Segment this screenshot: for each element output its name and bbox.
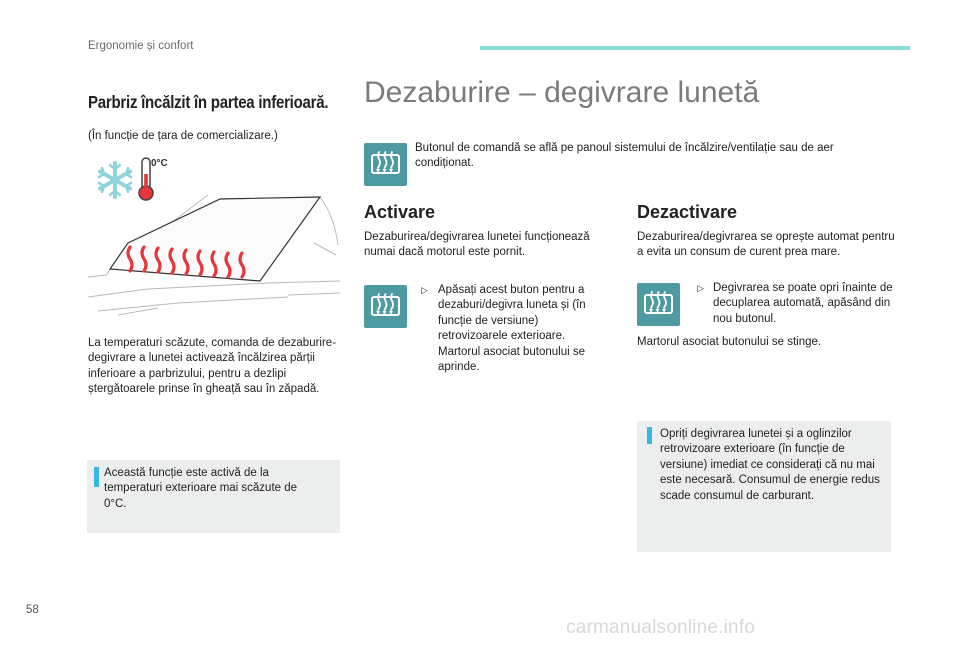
availability-text: (În funcție de țara de comercializare.) <box>88 130 278 142</box>
deactivation-text: Dezaburirea/degivrarea se oprește automat pentru a evita un consum de curent prea mare. <box>637 231 895 259</box>
activation-text: Dezaburirea/degivrarea lunetei funcționează numai dacă motorul este pornit. <box>364 231 590 259</box>
bullet-icon: ▷ <box>697 283 704 293</box>
page-number: 58 <box>26 604 39 616</box>
note-marker <box>647 427 652 444</box>
watermark: carmanualsonline.info <box>566 617 756 638</box>
rear-defrost-icon <box>637 283 680 326</box>
energy-note-text: Opriți degivrarea lunetei și a oglinzilor retrovizoare exterioare (în funcție de versiune) imediat ce considerați că nu mai este necesară. Consumul de energie redus scade consumul de carburant. <box>660 428 880 502</box>
page-title: Dezaburire – degivrare lunetă <box>364 76 760 109</box>
header-accent-bar <box>480 46 910 50</box>
rear-defrost-icon <box>364 143 407 186</box>
activation-heading: Activare <box>364 202 436 222</box>
deactivation-heading: Dezactivare <box>637 202 738 222</box>
activation-step-text: Apăsați acest buton pentru a dezaburi/degivra luneta și (în funcție de versiune) retrovizoarele exterioare. Martorul asociat butonului se aprinde. <box>438 284 586 374</box>
deactivation-step-text: Degivrarea se poate opri înainte de decuplarea automată, apăsând din nou butonul. <box>713 282 893 325</box>
section-label: Ergonomie și confort <box>88 40 194 52</box>
control-location-text: Butonul de comandă se află pe panoul sistemului de încălzire/ventilație sau de aer condiționat. <box>415 142 834 170</box>
note-marker <box>94 467 99 487</box>
indicator-off-text: Martorul asociat butonului se stinge. <box>637 336 822 348</box>
windscreen-illustration <box>88 185 340 320</box>
rear-defrost-icon <box>364 285 407 328</box>
heated-windscreen-title: Parbriz încălzit în partea inferioară. <box>88 92 329 112</box>
temperature-label: 0°C <box>151 158 168 169</box>
info-note-text: Această funcție este activă de la temperaturi exterioare mai scăzute de 0°C. <box>104 467 298 510</box>
heated-windscreen-description: La temperaturi scăzute, comanda de dezaburire-degivrare a lunetei activează încălzirea părții inferioare a parbrizului, pentru a dezlipi ștergătoarele prinse în gheață sau în zăpadă. <box>88 337 337 396</box>
bullet-icon: ▷ <box>421 285 428 295</box>
